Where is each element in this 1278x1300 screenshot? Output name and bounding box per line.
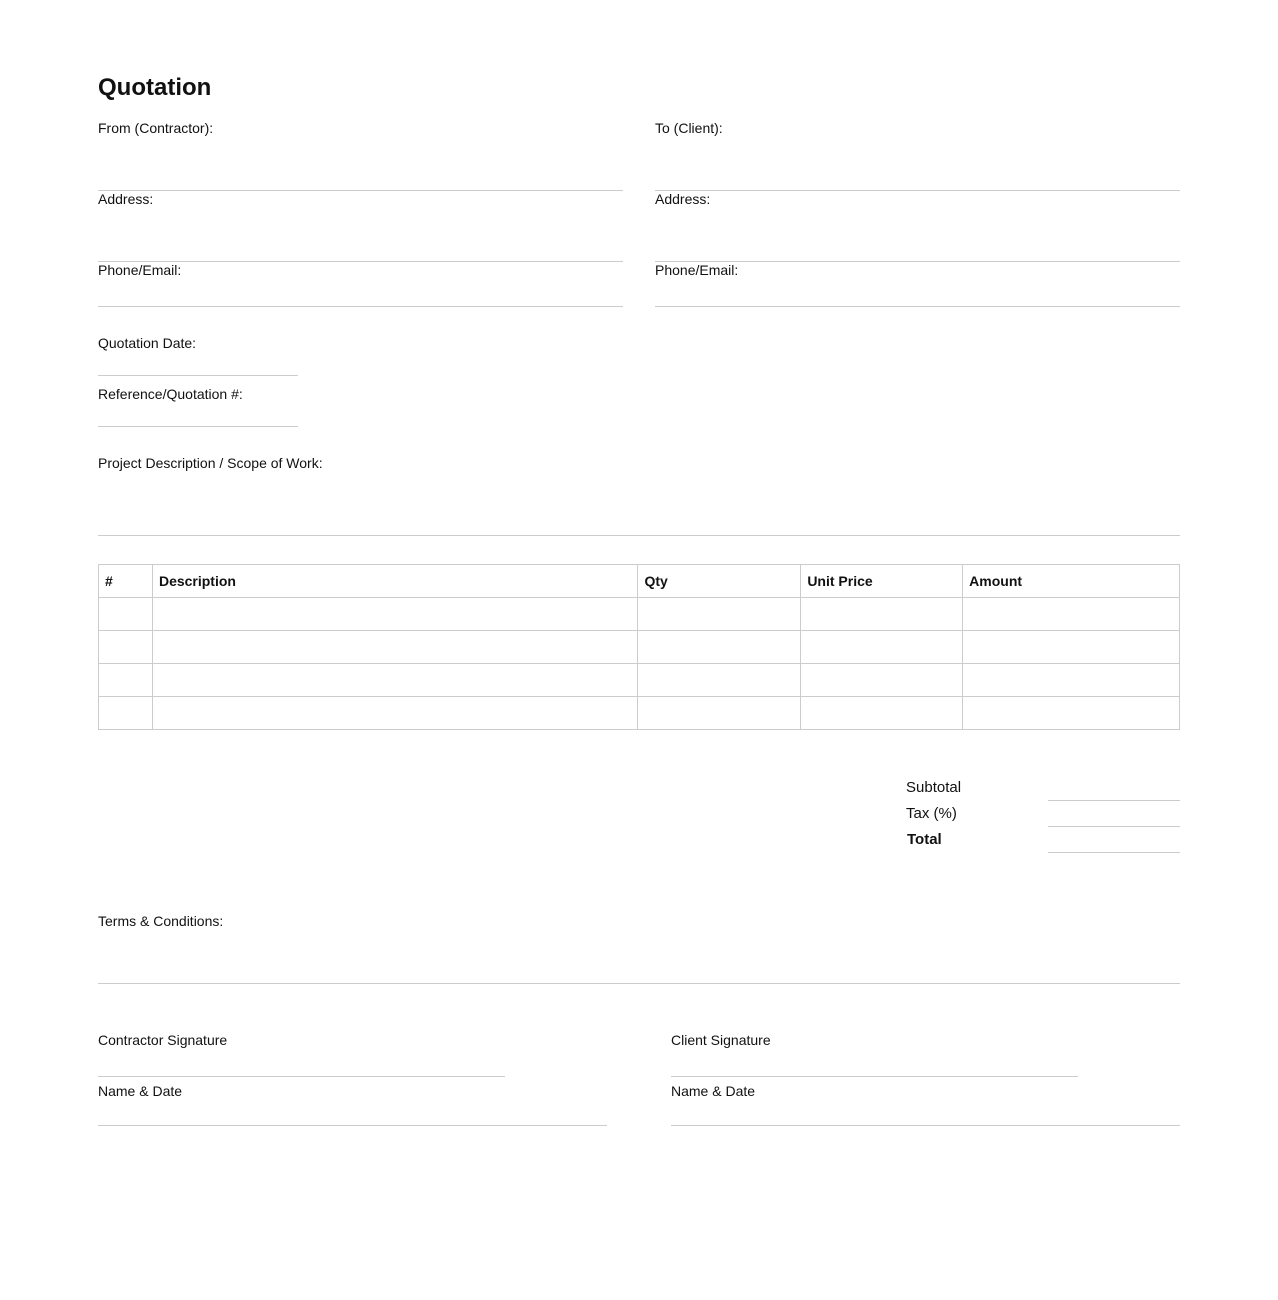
column-header-number: # xyxy=(99,565,153,598)
client-phone-email-line xyxy=(655,306,1180,307)
table-row xyxy=(99,697,1180,730)
project-description-field[interactable] xyxy=(98,475,1184,535)
column-header-qty: Qty xyxy=(638,565,801,598)
client-signature-label: Client Signature xyxy=(671,1032,771,1048)
cell-unit-price[interactable] xyxy=(801,631,963,664)
cell-number[interactable] xyxy=(99,631,153,664)
cell-description[interactable] xyxy=(152,697,638,730)
contractor-phone-email-label: Phone/Email: xyxy=(98,262,182,278)
column-header-amount: Amount xyxy=(963,565,1180,598)
contractor-name-date-line xyxy=(98,1125,607,1126)
to-client-field[interactable] xyxy=(655,140,1184,190)
cell-description[interactable] xyxy=(152,664,638,697)
client-address-label: Address: xyxy=(655,191,711,207)
cell-number[interactable] xyxy=(99,697,153,730)
subtotal-line xyxy=(1048,800,1180,801)
page-title: Quotation xyxy=(98,74,212,101)
client-phone-email-label: Phone/Email: xyxy=(655,262,739,278)
client-name-date-field[interactable] xyxy=(671,1101,1180,1124)
terms-conditions-line xyxy=(98,983,1180,984)
cell-qty[interactable] xyxy=(638,664,801,697)
to-client-label: To (Client): xyxy=(655,120,723,136)
cell-description[interactable] xyxy=(152,631,638,664)
total-field[interactable] xyxy=(1048,830,1184,852)
client-phone-email-field[interactable] xyxy=(655,281,1184,306)
cell-amount[interactable] xyxy=(963,598,1180,631)
contractor-address-field[interactable] xyxy=(98,210,627,261)
quotation-date-label: Quotation Date: xyxy=(98,335,197,351)
from-contractor-line xyxy=(98,190,623,191)
client-address-field[interactable] xyxy=(655,210,1184,261)
table-header-row xyxy=(99,565,1180,598)
cell-qty[interactable] xyxy=(638,697,801,730)
contractor-phone-email-field[interactable] xyxy=(98,281,627,306)
reference-number-field[interactable] xyxy=(98,404,302,426)
cell-unit-price[interactable] xyxy=(801,598,963,631)
contractor-signature-field[interactable] xyxy=(98,1050,505,1075)
reference-number-label: Reference/Quotation #: xyxy=(98,386,243,402)
table-row xyxy=(99,631,1180,664)
column-header-unit-price: Unit Price xyxy=(801,565,963,598)
tax-line xyxy=(1048,826,1180,827)
subtotal-label: Subtotal xyxy=(906,779,962,796)
contractor-signature-line xyxy=(98,1076,505,1077)
column-header-description: Description xyxy=(152,565,638,598)
cell-description[interactable] xyxy=(152,598,638,631)
table-row xyxy=(99,598,1180,631)
to-client-line xyxy=(655,190,1180,191)
from-contractor-label: From (Contractor): xyxy=(98,120,214,136)
contractor-name-date-label: Name & Date xyxy=(98,1083,183,1099)
contractor-signature-label: Contractor Signature xyxy=(98,1032,228,1048)
cell-qty[interactable] xyxy=(638,631,801,664)
cell-amount[interactable] xyxy=(963,631,1180,664)
quotation-date-line xyxy=(98,375,298,376)
project-description-line xyxy=(98,535,1180,536)
cell-qty[interactable] xyxy=(638,598,801,631)
terms-conditions-field[interactable] xyxy=(98,933,1184,983)
project-description-label: Project Description / Scope of Work: xyxy=(98,455,323,471)
cell-unit-price[interactable] xyxy=(801,697,963,730)
terms-conditions-label: Terms & Conditions: xyxy=(98,913,224,929)
table-row xyxy=(99,664,1180,697)
cell-unit-price[interactable] xyxy=(801,664,963,697)
contractor-name-date-field[interactable] xyxy=(98,1101,607,1124)
contractor-address-label: Address: xyxy=(98,191,154,207)
from-contractor-field[interactable] xyxy=(98,140,627,190)
reference-number-line xyxy=(98,426,298,427)
line-items-table xyxy=(98,564,1180,730)
client-signature-field[interactable] xyxy=(671,1050,1078,1075)
quotation-date-field[interactable] xyxy=(98,353,302,375)
contractor-phone-email-line xyxy=(98,306,623,307)
tax-field[interactable] xyxy=(1048,804,1184,826)
subtotal-field[interactable] xyxy=(1048,778,1184,800)
total-line xyxy=(1048,852,1180,853)
cell-number[interactable] xyxy=(99,598,153,631)
client-name-date-label: Name & Date xyxy=(671,1083,756,1099)
cell-amount[interactable] xyxy=(963,697,1180,730)
total-label: Total xyxy=(907,831,942,848)
client-signature-line xyxy=(671,1076,1078,1077)
cell-number[interactable] xyxy=(99,664,153,697)
cell-amount[interactable] xyxy=(963,664,1180,697)
tax-label: Tax (%) xyxy=(906,805,957,822)
client-name-date-line xyxy=(671,1125,1180,1126)
